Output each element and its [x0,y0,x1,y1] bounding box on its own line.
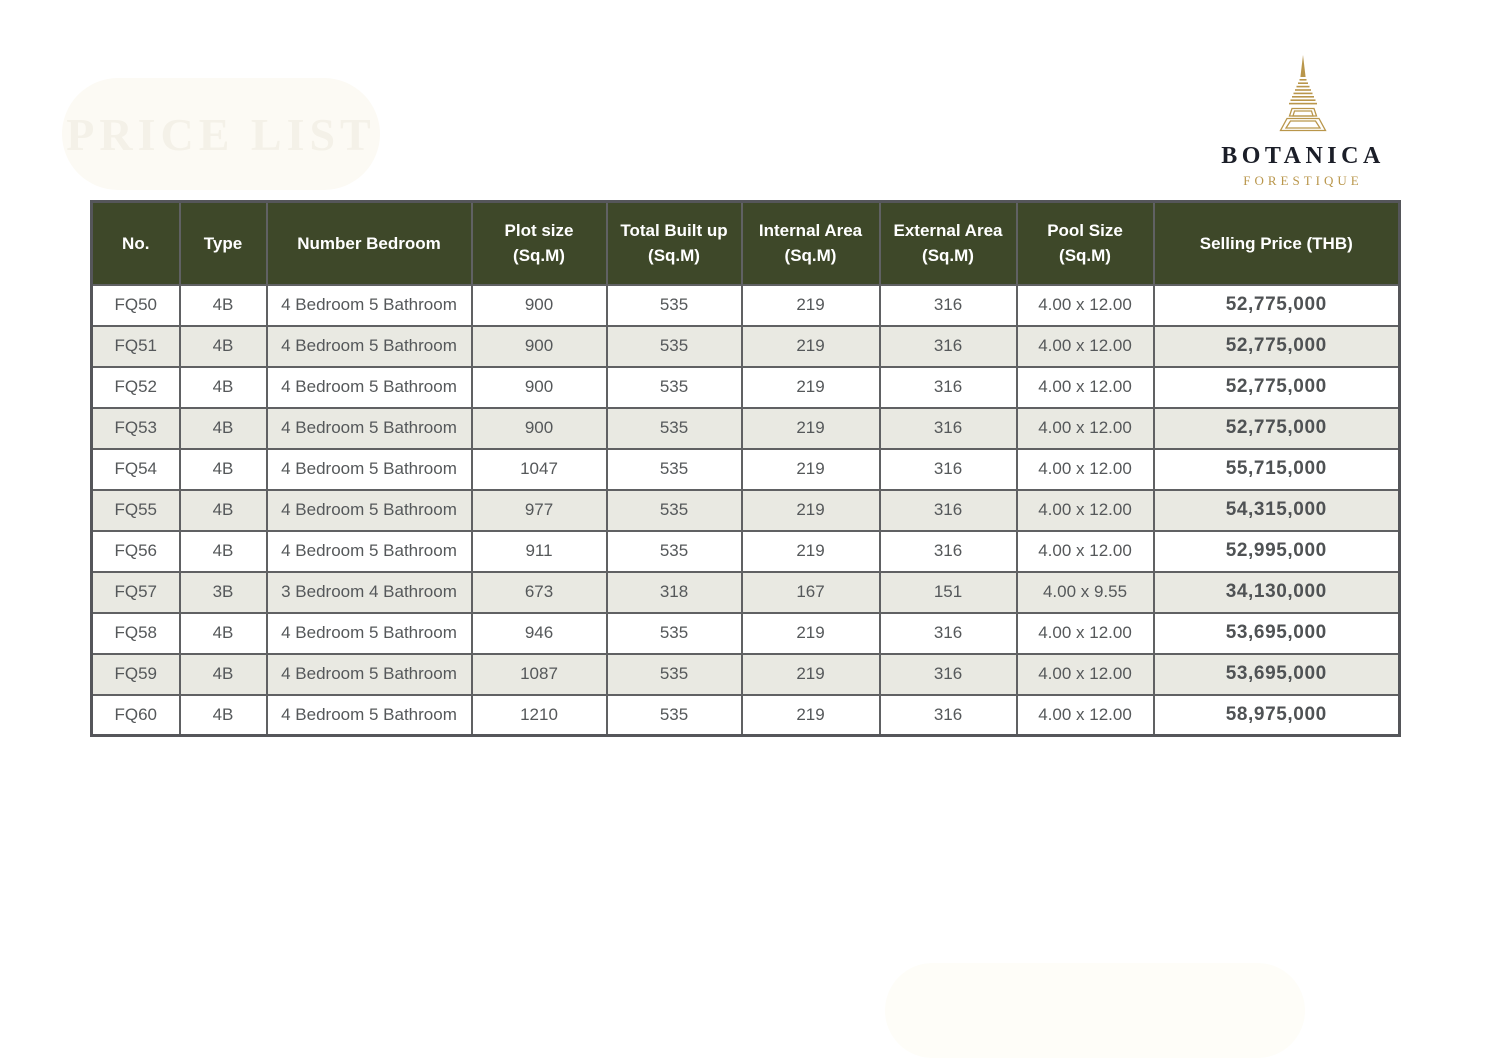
cell-external: 316 [880,531,1017,572]
cell-bedroom: 4 Bedroom 5 Bathroom [267,613,472,654]
cell-bedroom: 4 Bedroom 5 Bathroom [267,654,472,695]
cell-built: 535 [607,695,742,736]
pagoda-icon [1265,55,1341,135]
cell-built: 535 [607,285,742,326]
cell-plot: 900 [472,367,607,408]
cell-type: 3B [180,572,267,613]
cell-bedroom: 4 Bedroom 5 Bathroom [267,695,472,736]
cell-internal: 219 [742,490,880,531]
cell-pool: 4.00 x 12.00 [1017,613,1154,654]
cell-internal: 219 [742,285,880,326]
cell-pool: 4.00 x 12.00 [1017,326,1154,367]
cell-price: 53,695,000 [1154,654,1400,695]
table-row-fq52 [92,367,1400,408]
table-row-fq55 [92,490,1400,531]
cell-plot: 1210 [472,695,607,736]
price-table [90,200,1401,737]
cell-pool: 4.00 x 12.00 [1017,285,1154,326]
cell-built: 535 [607,367,742,408]
watermark-blob [62,78,380,190]
cell-plot: 900 [472,326,607,367]
cell-plot: 911 [472,531,607,572]
cell-price: 52,995,000 [1154,531,1400,572]
cell-built: 535 [607,408,742,449]
cell-type: 4B [180,654,267,695]
cell-bedroom: 3 Bedroom 4 Bathroom [267,572,472,613]
column-header-plot: Plot size (Sq.M) [472,202,607,285]
table-header [92,202,1400,285]
cell-plot: 1087 [472,654,607,695]
cell-no: FQ54 [92,449,180,490]
cell-price: 52,775,000 [1154,285,1400,326]
price-list-watermark: PRICE LIST [66,108,376,160]
cell-external: 316 [880,408,1017,449]
cell-type: 4B [180,490,267,531]
column-header-internal: Internal Area (Sq.M) [742,202,880,285]
cell-no: FQ58 [92,613,180,654]
cell-no: FQ57 [92,572,180,613]
cell-pool: 4.00 x 12.00 [1017,367,1154,408]
table-row-fq59 [92,654,1400,695]
table-row-fq60 [92,695,1400,736]
cell-built: 535 [607,613,742,654]
column-header-price: Selling Price (THB) [1154,202,1400,285]
column-header-external: External Area (Sq.M) [880,202,1017,285]
cell-type: 4B [180,695,267,736]
column-header-no: No. [92,202,180,285]
cell-type: 4B [180,367,267,408]
cell-plot: 977 [472,490,607,531]
column-header-built: Total Built up (Sq.M) [607,202,742,285]
cell-internal: 219 [742,326,880,367]
cell-type: 4B [180,408,267,449]
column-header-type: Type [180,202,267,285]
cell-plot: 900 [472,285,607,326]
column-header-bedroom: Number Bedroom [267,202,472,285]
cell-pool: 4.00 x 12.00 [1017,531,1154,572]
cell-pool: 4.00 x 9.55 [1017,572,1154,613]
cell-plot: 900 [472,408,607,449]
cell-no: FQ51 [92,326,180,367]
cell-internal: 219 [742,531,880,572]
cell-built: 318 [607,572,742,613]
cell-no: FQ50 [92,285,180,326]
cell-built: 535 [607,449,742,490]
table-row-fq58 [92,613,1400,654]
cell-bedroom: 4 Bedroom 5 Bathroom [267,367,472,408]
table-row-fq53 [92,408,1400,449]
cell-no: FQ52 [92,367,180,408]
cell-plot: 1047 [472,449,607,490]
cell-internal: 219 [742,654,880,695]
cell-pool: 4.00 x 12.00 [1017,654,1154,695]
cell-type: 4B [180,449,267,490]
cell-bedroom: 4 Bedroom 5 Bathroom [267,285,472,326]
cell-built: 535 [607,654,742,695]
cell-internal: 219 [742,408,880,449]
table-body [92,285,1400,736]
cell-internal: 219 [742,449,880,490]
cell-type: 4B [180,531,267,572]
table-row-fq54 [92,449,1400,490]
cell-internal: 219 [742,613,880,654]
cell-price: 53,695,000 [1154,613,1400,654]
cell-external: 316 [880,367,1017,408]
cell-internal: 167 [742,572,880,613]
cell-built: 535 [607,326,742,367]
cell-pool: 4.00 x 12.00 [1017,490,1154,531]
cell-type: 4B [180,326,267,367]
cell-bedroom: 4 Bedroom 5 Bathroom [267,449,472,490]
cell-external: 151 [880,572,1017,613]
cell-pool: 4.00 x 12.00 [1017,695,1154,736]
cell-external: 316 [880,613,1017,654]
cell-external: 316 [880,490,1017,531]
cell-external: 316 [880,695,1017,736]
brand-name: BOTANICA [1221,143,1385,169]
cell-bedroom: 4 Bedroom 5 Bathroom [267,531,472,572]
cell-price: 52,775,000 [1154,326,1400,367]
cell-bedroom: 4 Bedroom 5 Bathroom [267,326,472,367]
cell-no: FQ56 [92,531,180,572]
cell-pool: 4.00 x 12.00 [1017,408,1154,449]
cell-built: 535 [607,531,742,572]
cell-bedroom: 4 Bedroom 5 Bathroom [267,490,472,531]
cell-no: FQ59 [92,654,180,695]
cell-external: 316 [880,285,1017,326]
header-row [92,202,1400,285]
cell-price: 55,715,000 [1154,449,1400,490]
brand-subtitle: FORESTIQUE [1243,173,1363,188]
cell-internal: 219 [742,367,880,408]
table-row-fq51 [92,326,1400,367]
cell-type: 4B [180,613,267,654]
cell-price: 52,775,000 [1154,367,1400,408]
column-header-pool: Pool Size (Sq.M) [1017,202,1154,285]
cell-no: FQ60 [92,695,180,736]
bottom-watermark-blob [885,963,1305,1058]
cell-price: 58,975,000 [1154,695,1400,736]
cell-bedroom: 4 Bedroom 5 Bathroom [267,408,472,449]
cell-price: 34,130,000 [1154,572,1400,613]
cell-type: 4B [180,285,267,326]
table-row-fq56 [92,531,1400,572]
cell-external: 316 [880,449,1017,490]
cell-internal: 219 [742,695,880,736]
table-row-fq57 [92,572,1400,613]
cell-plot: 673 [472,572,607,613]
brand-logo [1193,55,1413,189]
cell-external: 316 [880,326,1017,367]
cell-pool: 4.00 x 12.00 [1017,449,1154,490]
cell-built: 535 [607,490,742,531]
cell-plot: 946 [472,613,607,654]
cell-no: FQ55 [92,490,180,531]
cell-price: 52,775,000 [1154,408,1400,449]
cell-price: 54,315,000 [1154,490,1400,531]
cell-external: 316 [880,654,1017,695]
table-row-fq50 [92,285,1400,326]
cell-no: FQ53 [92,408,180,449]
